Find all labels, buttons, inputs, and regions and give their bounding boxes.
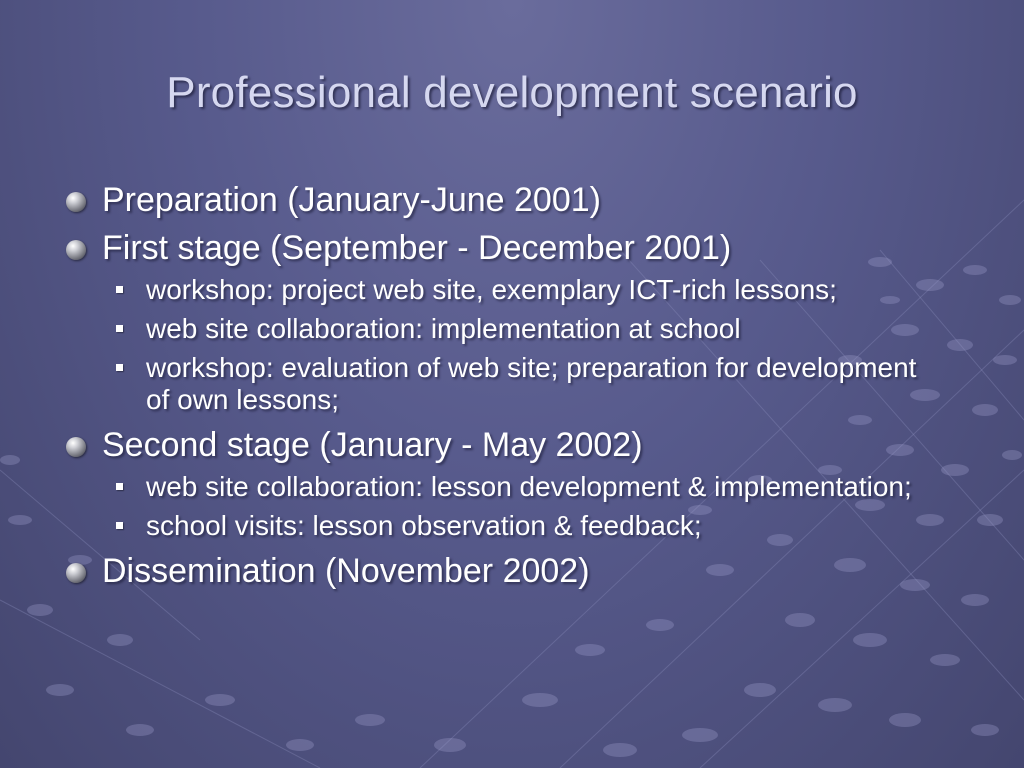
bullet-text: First stage (September - December 2001)	[102, 229, 732, 267]
sub-bullet-item	[116, 510, 926, 542]
bullet-item	[66, 549, 926, 593]
sub-bullet-text: workshop: project web site, exemplary ICT-rich lessons;	[146, 274, 837, 305]
bullet-item	[66, 178, 926, 222]
sub-bullet-text: workshop: evaluation of web site; preparation for development of own lessons;	[146, 352, 917, 415]
slide-title: Professional development scenario	[166, 68, 858, 117]
bullet-orb-icon	[66, 437, 86, 457]
square-bullet-icon	[116, 325, 123, 332]
bullet-item	[66, 423, 926, 467]
square-bullet-icon	[116, 364, 123, 371]
bullet-text: Preparation (January-June 2001)	[102, 181, 601, 219]
bullet-item	[66, 226, 926, 270]
bullet-text: Second stage (January - May 2002)	[102, 426, 643, 464]
square-bullet-icon	[116, 522, 123, 529]
bullet-text: Dissemination (November 2002)	[102, 552, 590, 590]
square-bullet-icon	[116, 286, 123, 293]
sub-bullet-text: web site collaboration: lesson development & implementation;	[146, 471, 912, 502]
bullet-orb-icon	[66, 192, 86, 212]
sub-bullet-item	[116, 352, 926, 416]
sub-bullet-text: school visits: lesson observation & feedback;	[146, 510, 702, 541]
sub-bullet-item	[116, 313, 926, 345]
bullet-list	[66, 178, 926, 597]
bullet-orb-icon	[66, 563, 86, 583]
sub-bullet-item	[116, 471, 926, 503]
sub-bullet-text: web site collaboration: implementation at school	[146, 313, 741, 344]
square-bullet-icon	[116, 483, 123, 490]
bullet-orb-icon	[66, 240, 86, 260]
sub-bullet-item	[116, 274, 926, 306]
